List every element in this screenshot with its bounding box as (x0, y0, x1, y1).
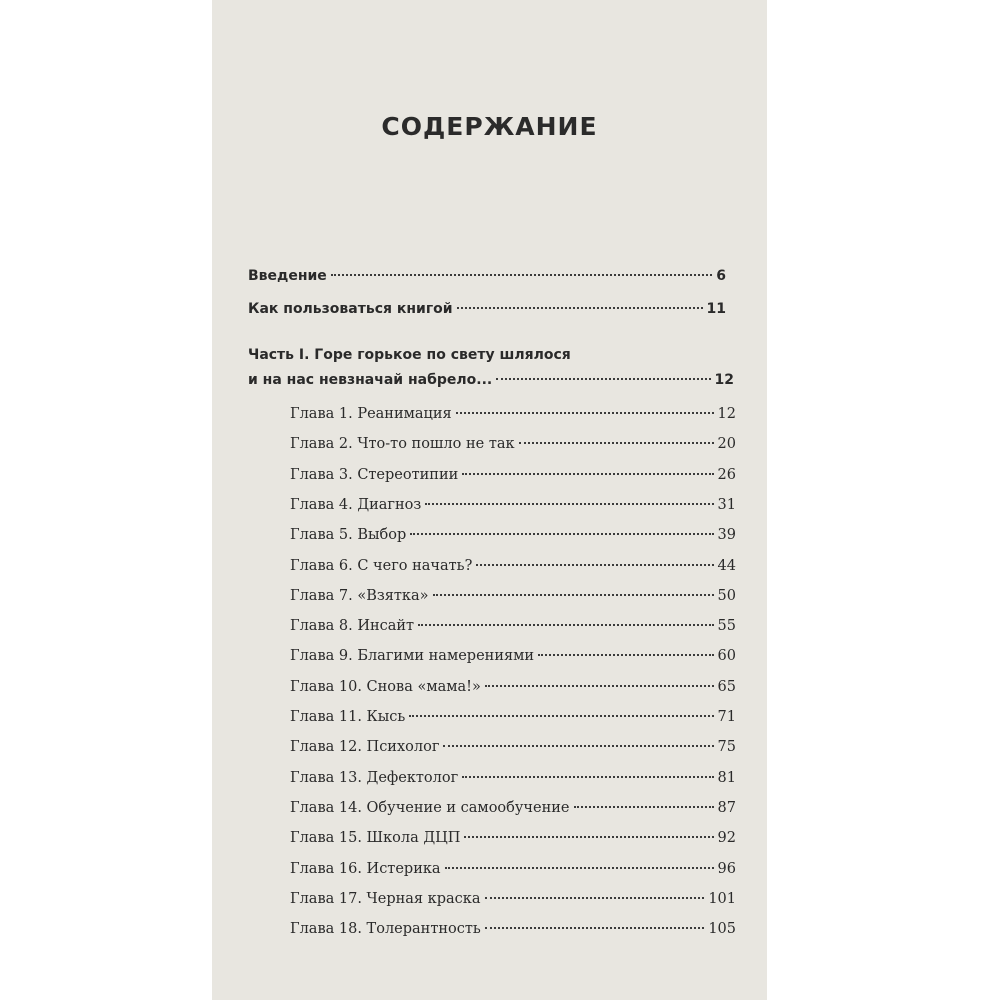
toc-entry-chapter (290, 558, 736, 574)
toc-page-number: 11 (706, 301, 726, 317)
toc-page-number: 101 (708, 890, 736, 907)
toc-page-number: 31 (717, 496, 736, 513)
dot-leader (574, 806, 714, 808)
dot-leader (538, 654, 713, 656)
toc-entry-label: Глава 12. Психолог (290, 739, 440, 756)
toc-entry-label: Глава 2. Что-то пошло не так (290, 436, 515, 453)
dot-leader (485, 897, 705, 899)
dot-leader (464, 836, 713, 838)
toc-entry-chapter (290, 527, 736, 543)
toc-entry-chapter (290, 921, 736, 937)
book-page (212, 0, 767, 1000)
toc-entry-chapter (290, 618, 736, 634)
toc-entry-chapter (290, 648, 736, 664)
dot-leader (410, 533, 713, 535)
toc-entry-label: Глава 6. С чего начать? (290, 557, 473, 574)
dot-leader (445, 867, 714, 869)
toc-entry-label: Введение (248, 268, 327, 284)
toc-page-number: 87 (717, 799, 736, 816)
toc-page-number: 26 (717, 466, 736, 483)
toc-page-number: 20 (717, 436, 736, 453)
toc-entry-howto (248, 301, 726, 317)
dot-leader (476, 564, 713, 566)
toc-page-number: 75 (717, 739, 736, 756)
toc-entry-label: Глава 13. Дефектолог (290, 769, 459, 786)
toc-entry-label: Как пользоваться книгой (248, 301, 453, 317)
dot-leader (331, 274, 712, 276)
toc-entry-chapter (290, 800, 736, 816)
toc-entry-label: Глава 14. Обучение и самообучение (290, 799, 570, 816)
dot-leader (496, 378, 710, 380)
toc-entry-part-1 (248, 372, 734, 388)
toc-page-number: 81 (717, 769, 736, 786)
toc-page-number: 44 (717, 557, 736, 574)
toc-entry-label: Глава 5. Выбор (290, 527, 407, 544)
toc-entry-label: Глава 18. Толерантность (290, 921, 481, 938)
toc-entry-label: Глава 11. Кысь (290, 709, 406, 725)
toc-entry-chapter (290, 861, 736, 877)
toc-entry-label: Глава 17. Черная краска (290, 890, 481, 907)
toc-page-number: 71 (717, 709, 736, 725)
dot-leader (456, 412, 714, 414)
toc-page-number: 92 (717, 830, 736, 847)
toc-entry-chapter (290, 497, 736, 513)
toc-entry-label: Глава 3. Стереотипии (290, 466, 459, 483)
page-title: СОДЕРЖАНИЕ (381, 112, 598, 141)
toc-entry-label: Глава 7. «Взятка» (290, 587, 429, 604)
dot-leader (485, 685, 714, 687)
dot-leader (462, 776, 713, 778)
toc-entry-chapter (290, 770, 736, 786)
part-title-line-2: и на нас невзначай набрело... (248, 372, 493, 388)
toc-entry-label: Глава 16. Истерика (290, 860, 441, 877)
dot-leader (485, 927, 705, 929)
toc-entry-chapter (290, 891, 736, 907)
toc-page-number: 50 (717, 587, 736, 604)
toc-entry-label: Глава 9. Благими намерениями (290, 648, 535, 665)
toc-entry-chapter (290, 679, 736, 695)
dot-leader (433, 594, 714, 596)
toc-page-number: 55 (717, 618, 736, 635)
toc-page-number: 105 (708, 921, 736, 938)
toc-entry-intro (248, 268, 726, 284)
dot-leader (418, 624, 713, 626)
dot-leader (462, 473, 713, 475)
dot-leader (443, 745, 713, 747)
dot-leader (457, 307, 703, 309)
toc-page-number: 65 (717, 678, 736, 695)
dot-leader (409, 715, 713, 717)
toc-entry-label: Глава 1. Реанимация (290, 406, 452, 422)
dot-leader (519, 442, 714, 444)
toc-page-number: 96 (717, 860, 736, 877)
part-title-line-1: Часть I. Горе горькое по свету шлялося (248, 347, 571, 363)
toc-entry-chapter (290, 709, 736, 725)
toc-page-number: 39 (717, 527, 736, 544)
toc-page-number: 6 (716, 268, 726, 284)
toc-entry-chapter (290, 467, 736, 483)
toc-page-number: 12 (714, 372, 734, 388)
toc-entry-chapter (290, 830, 736, 846)
toc-entry-label: Глава 15. Школа ДЦП (290, 830, 461, 847)
toc-entry-chapter (290, 406, 736, 422)
toc-entry-label: Глава 4. Диагноз (290, 496, 422, 513)
toc-entry-chapter (290, 588, 736, 604)
toc-entry-chapter (290, 436, 736, 452)
toc-entry-label: Глава 8. Инсайт (290, 618, 415, 635)
toc-page-number: 12 (717, 406, 736, 422)
toc-entry-chapter (290, 739, 736, 755)
toc-page-number: 60 (717, 648, 736, 665)
toc-entry-label: Глава 10. Снова «мама!» (290, 678, 481, 695)
dot-leader (425, 503, 713, 505)
